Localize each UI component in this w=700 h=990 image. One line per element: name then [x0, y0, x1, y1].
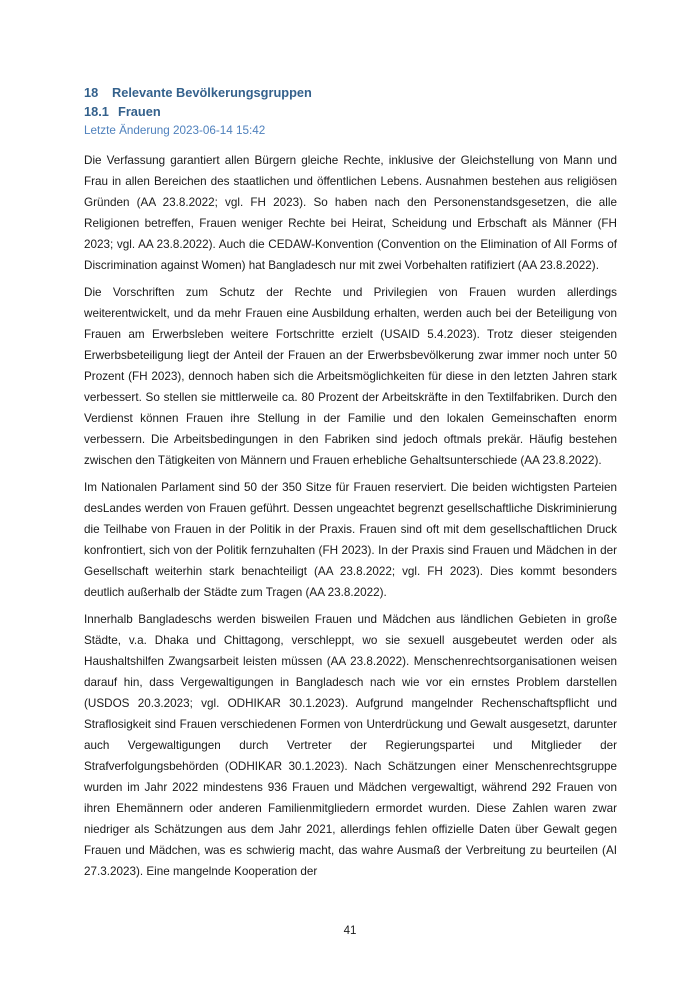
section-title: Relevante Bevölkerungsgruppen: [112, 85, 312, 100]
page-content: [84, 83, 617, 888]
section-number: 18: [84, 85, 99, 100]
paragraph-2: Die Vorschriften zum Schutz der Rechte und Privilegien von Frauen wurden allerdings weiterentwickelt, und da mehr Frauen eine Ausbildung erhalten, werden auch bei der Beteiligung von Frauen am Erwerbsleben weitere Fortschritte erzielt (USAID 5.4.2023). Trotz dieser steigenden Erwerbsbeteiligung liegt der Anteil der Frauen an der Erwerbsbevölkerung zwar immer noch unter 50 Prozent (FH 2023), dennoch haben sich die Arbeitsmöglichkeiten für diese in den letzten Jahren stark verbessert. So stellen sie mittlerweile ca. 80 Prozent der Arbeitskräfte in den Textilfabriken. Durch den Verdienst können Frauen ihre Stellung in der Familie und den lokalen Gemeinschaften enorm verbessern. Die Arbeitsbedingungen in den Fabriken sind jedoch oftmals prekär. Häufig bestehen zwischen den Tätigkeiten von Männern und Frauen erhebliche Gehaltsunterschiede (AA 23.8.2022).: [84, 286, 617, 467]
paragraph-1: Die Verfassung garantiert allen Bürgern gleiche Rechte, inklusive der Gleichstellung von Mann und Frau in allen Bereichen des staatlichen und öffentlichen Lebens. Ausnahmen bestehen aus religiösen Gründen (AA 23.8.2022; vgl. FH 2023). So haben nach den Personenstandsgesetzen, die alle Religionen betreffen, Frauen weniger Rechte bei Heirat, Scheidung und Erbschaft als Männer (FH 2023; vgl. AA 23.8.2022). Auch die CEDAW-Konvention (Convention on the Elimination of All Forms of Discrimination against Women) hat Bangladesch nur mit zwei Vorbehalten ratifiziert (AA 23.8.2022).: [84, 154, 617, 272]
last-change-note: Letzte Änderung 2023-06-14 15:42: [84, 124, 266, 137]
paragraph-4: Innerhalb Bangladeschs werden bisweilen Frauen und Mädchen aus ländlichen Gebieten in große Städte, v.a. Dhaka und Chittagong, verschleppt, wo sie sexuell ausgebeutet werden oder als Haushaltshilfen Zwangsarbeit leisten müssen (AA 23.8.2022). Menschenrechtsorganisationen weisen darauf hin, dass Vergewaltigungen in Bangladesch nach wie vor ein ernstes Problem darstellen (USDOS 20.3.2023; vgl. ODHIKAR 30.1.2023). Aufgrund mangelnder Rechenschaftspflicht und Straflosigkeit sind Frauen verschiedenen Formen von Unterdrückung und Gewalt ausgesetzt, darunter auch Vergewaltigungen durch Vertreter der Regierungspartei und Mitglieder der Strafverfolgungsbehörden (ODHIKAR 30.1.2023). Nach Schätzungen einer Menschenrechtsgruppe wurden im Jahr 2022 mindestens 936 Frauen und Mädchen vergewaltigt, während 292 Frauen von ihren Ehemännern oder anderen Familienmitgliedern ermordet wurden. Diese Zahlen waren zwar niedriger als Schätzungen aus dem Jahr 2021, allerdings fehlen offizielle Daten über Gewalt gegen Frauen und Mädchen, was es schwierig macht, das wahre Ausmaß der Verbreitung zu beurteilen (AI 27.3.2023). Eine mangelnde Kooperation der: [84, 613, 617, 878]
subsection-heading: [84, 102, 617, 121]
subsection-number: 18.1: [84, 104, 109, 119]
section-heading: [84, 83, 617, 102]
page-number: 41: [343, 925, 357, 937]
subsection-title: Frauen: [118, 104, 161, 119]
paragraph-3: Im Nationalen Parlament sind 50 der 350 Sitze für Frauen reserviert. Die beiden wichtigsten Parteien desLandes werden von Frauen geführt. Dessen ungeachtet begrenzt gesellschaftliche Diskriminierung die Teilhabe von Frauen in der Politik in der Praxis. Frauen sind oft mit dem gesellschaftlichen Druck konfrontiert, sich von der Politik fernzuhalten (FH 2023). In der Praxis sind Frauen und Mädchen in der Gesellschaft weiterhin stark benachteiligt (AA 23.8.2022; vgl. FH 2023). Dies kommt besonders deutlich außerhalb der Städte zum Tragen (AA 23.8.2022).: [84, 481, 617, 599]
